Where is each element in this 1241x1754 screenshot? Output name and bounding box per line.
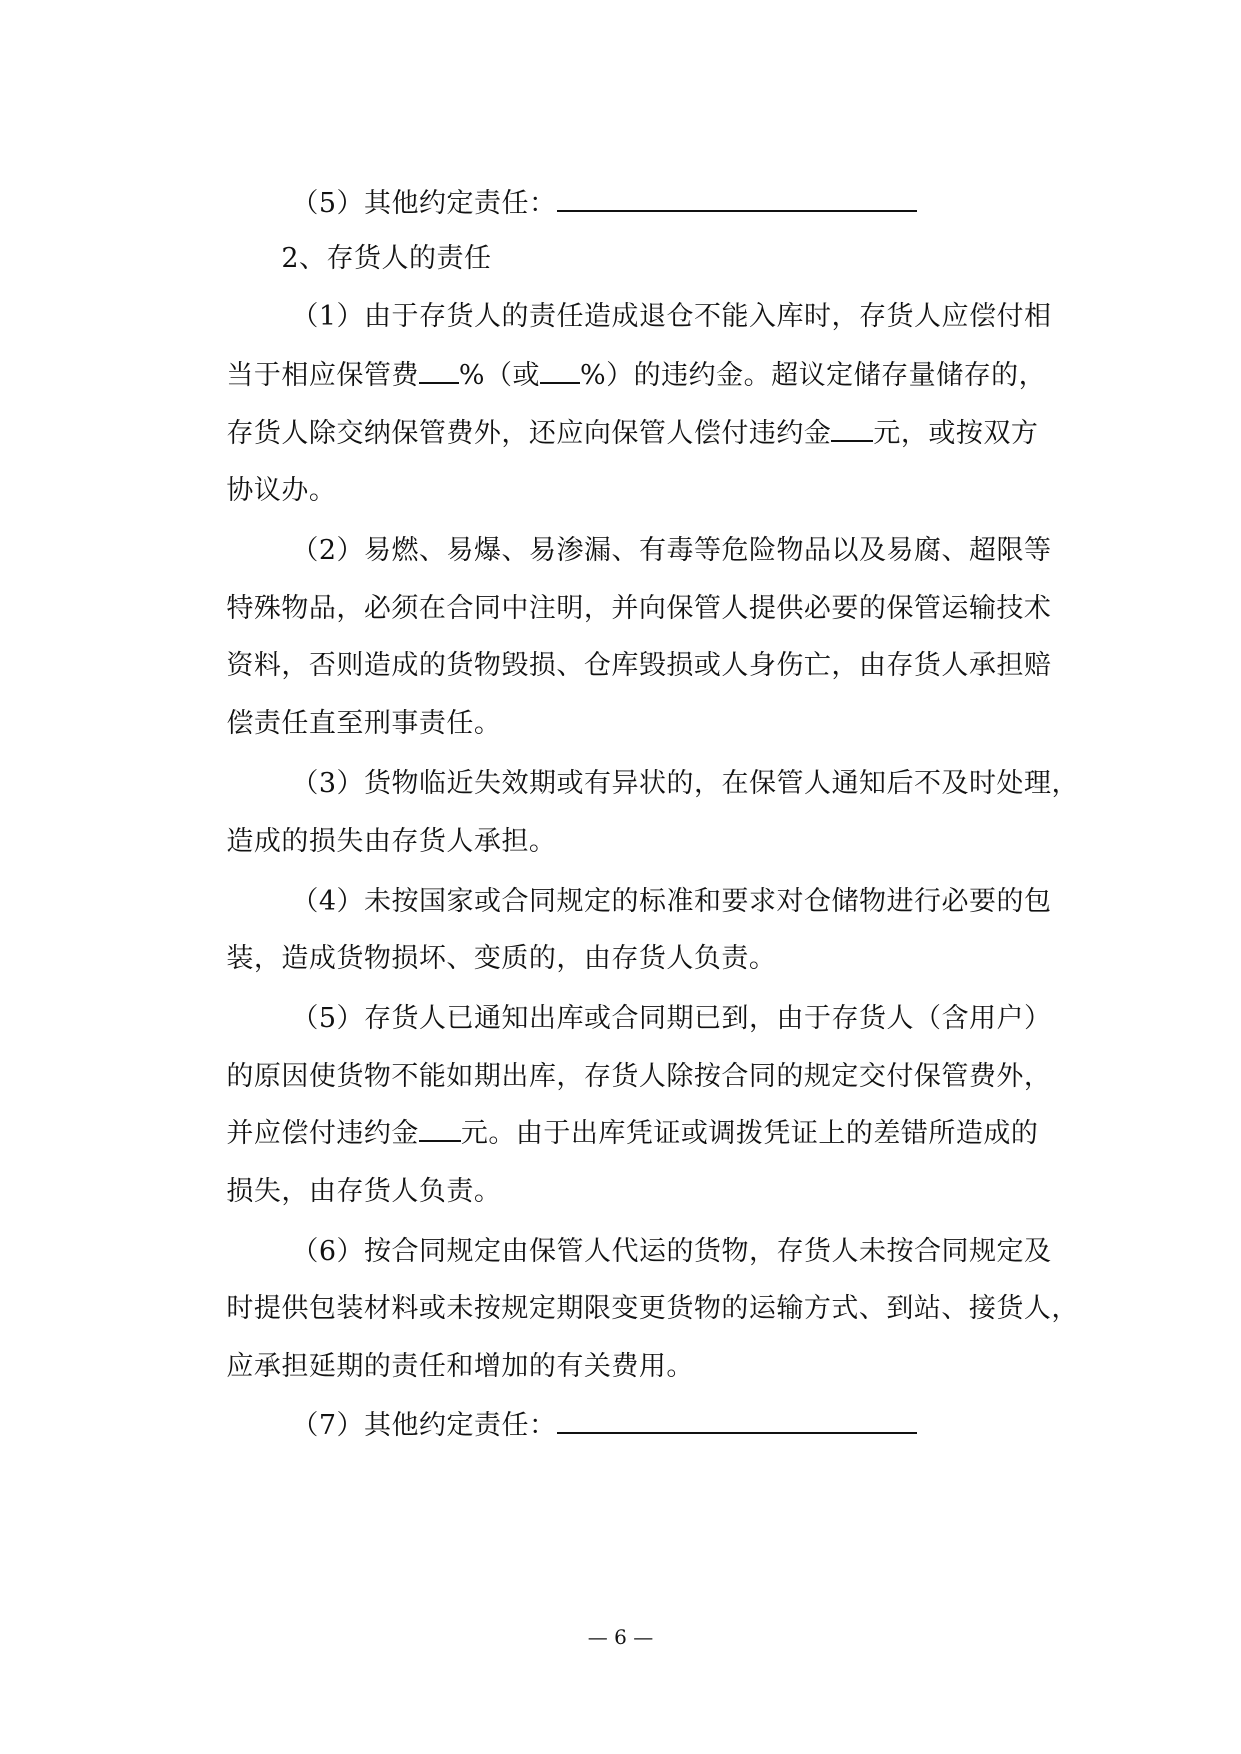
fill-in-blank xyxy=(831,418,873,442)
fill-in-blank xyxy=(557,1410,917,1434)
clause-text: %）的违约金。超议定储存量储存的， xyxy=(580,360,1047,391)
clause-text: 特殊物品，必须在合同中注明，并向保管人提供必要的保管运输技术 xyxy=(226,593,1052,624)
clause-text: %（或 xyxy=(458,360,540,391)
clause-text: 存货人除交纳保管费外，还应向保管人偿付违约金 xyxy=(226,418,832,449)
clause-text: 偿责任直至刑事责任。 xyxy=(226,708,502,739)
clause-text: （2）易燃、易爆、易渗漏、有毒等危险物品以及易腐、超限等 xyxy=(291,535,1052,566)
clause-text: 并应偿付违约金 xyxy=(226,1118,419,1149)
clause-text: 的原因使货物不能如期出库，存货人除按合同的规定交付保管费外， xyxy=(226,1061,1052,1092)
section-heading-text: 2、存货人的责任 xyxy=(281,243,492,274)
clause-text: （4）未按国家或合同规定的标准和要求对仓储物进行必要的包 xyxy=(291,886,1052,917)
page-number: — 6 — xyxy=(587,1625,654,1649)
clause-text: （1）由于存货人的责任造成退仓不能入库时，存货人应偿付相 xyxy=(291,301,1052,332)
clause-text: 时提供包装材料或未按规定期限变更货物的运输方式、到站、接货人， xyxy=(226,1293,1079,1324)
clause-text: 造成的损失由存货人承担。 xyxy=(226,826,557,857)
clause-text: 当于相应保管费 xyxy=(226,360,419,391)
clause-line xyxy=(255,1372,917,1480)
clause-text: 协议办。 xyxy=(226,475,337,506)
clause-text: （6）按合同规定由保管人代运的货物，存货人未按合同规定及 xyxy=(291,1236,1052,1267)
clause-text: 装，造成货物损坏、变质的，由存货人负责。 xyxy=(226,943,777,974)
clause-text: （5）存货人已通知出库或合同期已到，由于存货人（含用户） xyxy=(291,1003,1052,1034)
clause-text: （5）其他约定责任： xyxy=(291,188,557,219)
fill-in-blank xyxy=(557,188,917,212)
clause-text: （7）其他约定责任： xyxy=(291,1410,557,1441)
clause-text: 损失，由存货人负责。 xyxy=(226,1176,502,1207)
clause-text: 资料，否则造成的货物毁损、仓库毁损或人身伤亡，由存货人承担赔 xyxy=(226,650,1052,681)
clause-text: （3）货物临近失效期或有异状的，在保管人通知后不及时处理， xyxy=(291,768,1080,799)
clause-text: 应承担延期的责任和增加的有关费用。 xyxy=(226,1351,694,1382)
clause-text: 元，或按双方 xyxy=(873,418,1039,449)
clause-text: 元。由于出库凭证或调拨凭证上的差错所造成的 xyxy=(460,1118,1039,1149)
